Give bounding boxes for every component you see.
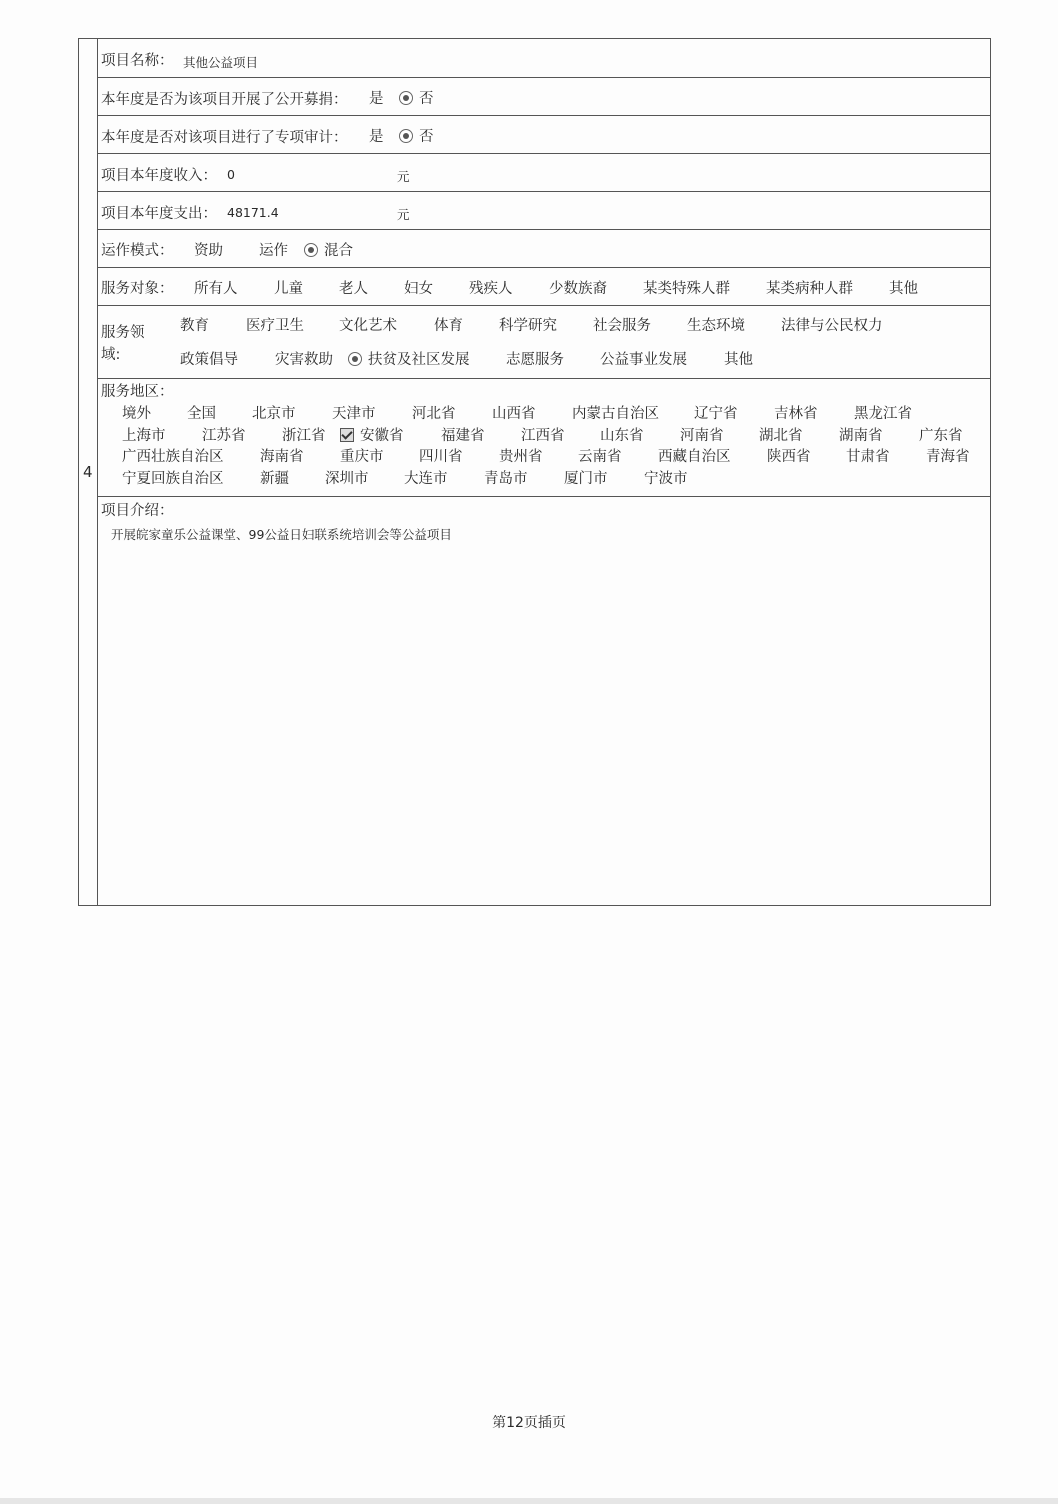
region-option[interactable]: 厦门市 <box>564 471 608 487</box>
project-intro-row <box>97 497 990 905</box>
target-option[interactable]: 某类特殊人群 <box>643 281 730 297</box>
project-name-value: 其他公益项目 <box>183 55 259 70</box>
field-option[interactable]: 政策倡导 <box>180 352 238 368</box>
region-option[interactable]: 甘肃省 <box>846 449 890 465</box>
region-option[interactable]: 北京市 <box>252 406 296 422</box>
region-option[interactable]: 河南省 <box>680 428 724 444</box>
region-option-label: 安徽省 <box>360 428 404 444</box>
field-option[interactable]: 法律与公民权力 <box>781 318 883 334</box>
region-option[interactable]: 广西壮族自治区 <box>122 449 224 465</box>
special-audit-yes[interactable]: 是 <box>369 129 384 145</box>
operation-mode-label: 运作模式： <box>101 243 174 259</box>
row-number: 4 <box>83 463 93 481</box>
field-option[interactable]: 教育 <box>180 318 209 334</box>
service-region-row <box>97 379 990 497</box>
operation-option-operation[interactable]: 运作 <box>259 243 288 259</box>
region-option[interactable]: 江西省 <box>521 428 565 444</box>
target-option[interactable]: 其他 <box>889 281 918 297</box>
field-option-label: 扶贫及社区发展 <box>368 352 470 368</box>
region-option[interactable]: 青海省 <box>926 449 970 465</box>
region-option[interactable]: 天津市 <box>332 406 376 422</box>
project-form-table <box>78 38 991 906</box>
expense-label: 项目本年度支出： <box>101 206 217 222</box>
field-option[interactable]: 生态环境 <box>687 318 745 334</box>
region-option[interactable]: 重庆市 <box>340 449 384 465</box>
region-option[interactable]: 山东省 <box>600 428 644 444</box>
region-option[interactable]: 上海市 <box>122 428 166 444</box>
operation-option-mixed-label: 混合 <box>324 243 353 259</box>
region-option[interactable]: 福建省 <box>441 428 485 444</box>
special-audit-row <box>97 116 990 154</box>
expense-row <box>97 192 990 230</box>
public-fundraising-row <box>97 78 990 116</box>
field-option[interactable]: 科学研究 <box>499 318 557 334</box>
project-intro-text: 开展皖家童乐公益课堂、99公益日妇联系统培训会等公益项目 <box>111 527 452 542</box>
operation-option-funding[interactable]: 资助 <box>194 243 223 259</box>
field-option[interactable]: 志愿服务 <box>506 352 564 368</box>
special-audit-no[interactable] <box>399 125 434 146</box>
operation-mode-row <box>97 230 990 268</box>
region-option[interactable]: 广东省 <box>919 428 963 444</box>
field-option[interactable]: 文化艺术 <box>339 318 397 334</box>
target-option[interactable]: 妇女 <box>404 281 433 297</box>
region-option[interactable]: 海南省 <box>260 449 304 465</box>
page-bottom-edge <box>0 1498 1058 1504</box>
expense-unit: 元 <box>397 207 410 222</box>
region-option[interactable]: 内蒙古自治区 <box>572 406 659 422</box>
public-fundraising-label: 本年度是否为该项目开展了公开募捐： <box>101 92 348 108</box>
checkbox-checked-icon <box>340 428 354 442</box>
operation-option-mixed[interactable] <box>304 239 353 260</box>
income-value: 0 <box>227 167 235 182</box>
target-option[interactable]: 儿童 <box>274 281 303 297</box>
region-option-anhui[interactable] <box>340 424 404 445</box>
field-option[interactable]: 其他 <box>724 352 753 368</box>
region-option[interactable]: 浙江省 <box>282 428 326 444</box>
income-label: 项目本年度收入： <box>101 168 217 184</box>
target-option[interactable]: 老人 <box>339 281 368 297</box>
region-option[interactable]: 全国 <box>187 406 216 422</box>
service-targets-row <box>97 268 990 306</box>
field-option[interactable]: 医疗卫生 <box>246 318 304 334</box>
region-option[interactable]: 山西省 <box>492 406 536 422</box>
region-option[interactable]: 云南省 <box>578 449 622 465</box>
region-option[interactable]: 黑龙江省 <box>854 406 912 422</box>
project-name-row <box>97 39 990 78</box>
field-option[interactable]: 灾害救助 <box>275 352 333 368</box>
income-unit: 元 <box>397 169 410 184</box>
target-option[interactable]: 某类病种人群 <box>766 281 853 297</box>
special-audit-no-label: 否 <box>419 129 434 145</box>
field-option[interactable]: 体育 <box>434 318 463 334</box>
expense-value: 48171.4 <box>227 205 279 220</box>
service-region-label: 服务地区： <box>101 384 174 400</box>
service-fields-label-line2: 域: <box>101 347 121 363</box>
field-option[interactable]: 社会服务 <box>593 318 651 334</box>
region-option[interactable]: 江苏省 <box>202 428 246 444</box>
region-option[interactable]: 深圳市 <box>325 471 369 487</box>
region-option[interactable]: 陕西省 <box>767 449 811 465</box>
service-fields-row <box>97 306 990 379</box>
region-option[interactable]: 四川省 <box>419 449 463 465</box>
page-footer: 第12页插页 <box>492 1415 566 1431</box>
region-option[interactable]: 宁夏回族自治区 <box>122 471 224 487</box>
target-option[interactable]: 残疾人 <box>469 281 513 297</box>
region-option[interactable]: 贵州省 <box>499 449 543 465</box>
public-fundraising-no-label: 否 <box>419 91 434 107</box>
target-option[interactable]: 少数族裔 <box>549 281 607 297</box>
public-fundraising-no[interactable] <box>399 87 434 108</box>
region-option[interactable]: 辽宁省 <box>694 406 738 422</box>
service-targets-label: 服务对象： <box>101 281 174 297</box>
region-option[interactable]: 新疆 <box>260 471 289 487</box>
project-name-label: 项目名称： <box>101 53 174 69</box>
region-option[interactable]: 大连市 <box>404 471 448 487</box>
region-option[interactable]: 湖南省 <box>839 428 883 444</box>
income-row <box>97 154 990 192</box>
project-intro-label: 项目介绍： <box>101 503 174 519</box>
radio-selected-icon <box>304 243 318 257</box>
special-audit-label: 本年度是否对该项目进行了专项审计： <box>101 130 348 146</box>
field-option[interactable]: 公益事业发展 <box>600 352 687 368</box>
region-option[interactable]: 湖北省 <box>759 428 803 444</box>
radio-selected-icon <box>348 352 362 366</box>
region-option[interactable]: 青岛市 <box>484 471 528 487</box>
region-option[interactable]: 河北省 <box>412 406 456 422</box>
target-option[interactable]: 所有人 <box>194 281 238 297</box>
field-option-poverty-alleviation[interactable] <box>348 348 470 369</box>
row-number-column <box>79 39 98 905</box>
service-fields-label-line1: 服务领 <box>101 325 145 341</box>
public-fundraising-yes[interactable]: 是 <box>369 91 384 107</box>
region-option[interactable]: 宁波市 <box>644 471 688 487</box>
region-option[interactable]: 西藏自治区 <box>658 449 731 465</box>
region-option[interactable]: 吉林省 <box>774 406 818 422</box>
radio-selected-icon <box>399 129 413 143</box>
region-option[interactable]: 境外 <box>122 406 151 422</box>
radio-selected-icon <box>399 91 413 105</box>
